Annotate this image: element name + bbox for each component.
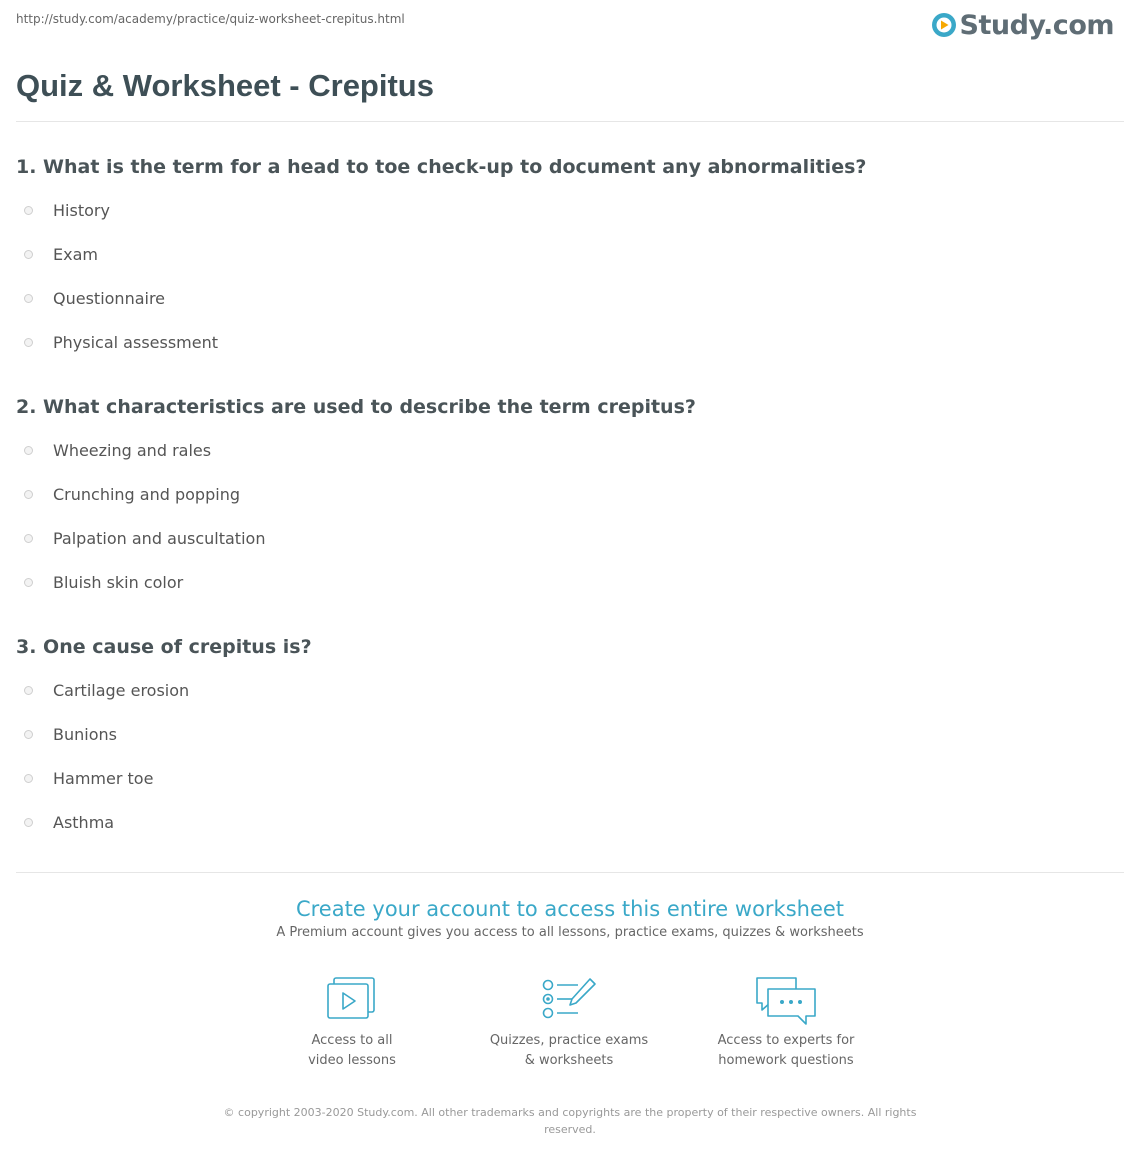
feature-label-line: homework questions xyxy=(718,1053,854,1068)
radio-button[interactable] xyxy=(24,818,33,827)
answer-option[interactable] xyxy=(16,428,1124,472)
answer-option[interactable] xyxy=(16,472,1124,516)
quiz-checklist-icon xyxy=(540,975,598,1021)
feature-label-line: Quizzes, practice exams xyxy=(489,1033,649,1048)
option-label: Hammer toe xyxy=(53,768,154,788)
feature-video-lessons xyxy=(252,975,452,1071)
answer-option[interactable] xyxy=(16,712,1124,756)
radio-button[interactable] xyxy=(24,206,33,215)
option-label: Asthma xyxy=(53,812,115,832)
radio-button[interactable] xyxy=(24,534,33,543)
signup-cta xyxy=(0,896,1140,940)
option-label: Physical assessment xyxy=(53,332,219,352)
page-title: Quiz & Worksheet - Crepitus xyxy=(16,68,434,103)
option-label: Bluish skin color xyxy=(53,572,184,592)
radio-button[interactable] xyxy=(24,578,33,587)
radio-button[interactable] xyxy=(24,490,33,499)
answer-option[interactable] xyxy=(16,232,1124,276)
answer-option[interactable] xyxy=(16,188,1124,232)
feature-label xyxy=(469,1031,669,1071)
feature-label-line: Access to all xyxy=(311,1033,393,1048)
feature-experts xyxy=(686,975,886,1071)
answer-option[interactable] xyxy=(16,668,1124,712)
answer-options xyxy=(16,428,1124,604)
page-url: http://study.com/academy/practice/quiz-worksheet-crepitus.html xyxy=(16,12,405,26)
study-logo[interactable] xyxy=(930,8,1114,42)
feature-label xyxy=(252,1031,452,1071)
radio-button[interactable] xyxy=(24,250,33,259)
answer-options xyxy=(16,668,1124,844)
radio-button[interactable] xyxy=(24,338,33,347)
answer-option[interactable] xyxy=(16,560,1124,604)
chat-bubbles-icon xyxy=(754,975,818,1027)
answer-options xyxy=(16,188,1124,364)
feature-quizzes xyxy=(469,975,669,1071)
footer xyxy=(0,1104,1140,1138)
question-1 xyxy=(16,155,1124,364)
feature-label-line: video lessons xyxy=(308,1053,396,1068)
answer-option[interactable] xyxy=(16,320,1124,364)
video-lessons-icon xyxy=(326,975,378,1021)
copyright-text: © copyright 2003-2020 Study.com. All other trademarks and copyrights are the property of their respective owners. All rights reserved. xyxy=(223,1106,917,1136)
question-3 xyxy=(16,635,1124,844)
cta-subtitle: A Premium account gives you access to all lessons, practice exams, quizzes & worksheets xyxy=(276,925,864,940)
option-label: Crunching and popping xyxy=(53,484,240,504)
option-label: Palpation and auscultation xyxy=(53,528,266,548)
option-label: Cartilage erosion xyxy=(53,680,190,700)
radio-button[interactable] xyxy=(24,294,33,303)
answer-option[interactable] xyxy=(16,276,1124,320)
logo-text: Study.com xyxy=(959,9,1114,41)
question-2 xyxy=(16,395,1124,604)
option-label: Exam xyxy=(53,244,98,264)
title-divider xyxy=(16,121,1124,122)
play-circle-logo-icon xyxy=(930,11,958,39)
option-label: Questionnaire xyxy=(53,288,166,308)
question-text: 2. What characteristics are used to describe the term crepitus? xyxy=(16,396,696,418)
feature-label-line: & worksheets xyxy=(524,1053,614,1068)
feature-label-line: Access to experts for xyxy=(717,1033,855,1048)
radio-button[interactable] xyxy=(24,446,33,455)
answer-option[interactable] xyxy=(16,516,1124,560)
question-text: 1. What is the term for a head to toe check-up to document any abnormalities? xyxy=(16,156,867,178)
question-text: 3. One cause of crepitus is? xyxy=(16,636,312,658)
answer-option[interactable] xyxy=(16,756,1124,800)
radio-button[interactable] xyxy=(24,774,33,783)
option-label: Bunions xyxy=(53,724,117,744)
option-label: History xyxy=(53,200,110,220)
answer-option[interactable] xyxy=(16,800,1124,844)
section-divider xyxy=(16,872,1124,873)
option-label: Wheezing and rales xyxy=(53,440,212,460)
create-account-link[interactable]: Create your account to access this entire worksheet xyxy=(295,897,845,921)
feature-label xyxy=(686,1031,886,1071)
radio-button[interactable] xyxy=(24,686,33,695)
radio-button[interactable] xyxy=(24,730,33,739)
